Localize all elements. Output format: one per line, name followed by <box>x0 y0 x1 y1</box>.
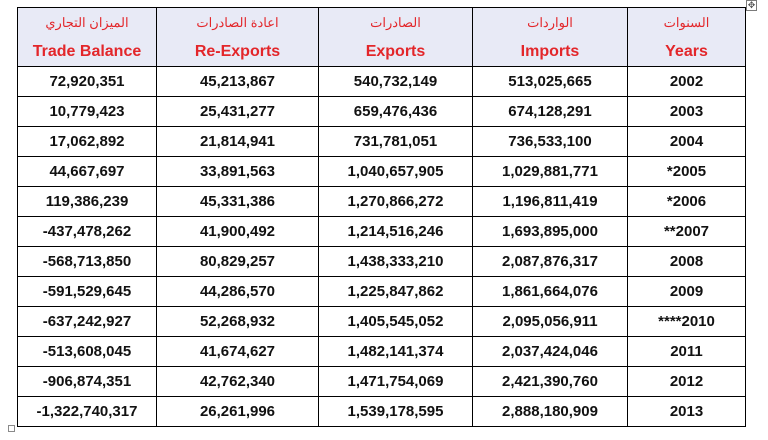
table-resize-handle[interactable] <box>8 425 15 432</box>
imports-cell: 2,087,876,317 <box>473 247 628 277</box>
re-exports-cell: 21,814,941 <box>157 127 319 157</box>
trade-balance-cell: 44,667,697 <box>18 157 157 187</box>
table-row <box>18 97 746 127</box>
table-row <box>18 217 746 247</box>
year-cell: **2007 <box>628 217 746 247</box>
trade-table <box>17 7 746 427</box>
trade-balance-cell: 119,386,239 <box>18 187 157 217</box>
exports-cell: 659,476,436 <box>319 97 473 127</box>
imports-cell: 1,196,811,419 <box>473 187 628 217</box>
trade-balance-cell: -906,874,351 <box>18 367 157 397</box>
imports-cell: 1,861,664,076 <box>473 277 628 307</box>
imports-cell: 1,693,895,000 <box>473 217 628 247</box>
exports-cell: 1,539,178,595 <box>319 397 473 427</box>
trade-balance-cell: -637,242,927 <box>18 307 157 337</box>
table-row <box>18 157 746 187</box>
header-trade-balance-ar: الميزان التجاري <box>18 8 157 38</box>
header-trade-balance: Trade Balance <box>18 37 157 67</box>
imports-cell: 736,533,100 <box>473 127 628 157</box>
header-years: Years <box>628 37 746 67</box>
year-cell: 2013 <box>628 397 746 427</box>
table-row <box>18 247 746 277</box>
exports-cell: 1,438,333,210 <box>319 247 473 277</box>
imports-cell: 1,029,881,771 <box>473 157 628 187</box>
trade-balance-cell: -1,322,740,317 <box>18 397 157 427</box>
imports-cell: 674,128,291 <box>473 97 628 127</box>
year-cell: *2005 <box>628 157 746 187</box>
header-exports: Exports <box>319 37 473 67</box>
trade-balance-cell: -591,529,645 <box>18 277 157 307</box>
header-row-arabic <box>18 8 746 38</box>
re-exports-cell: 45,213,867 <box>157 67 319 97</box>
table-row <box>18 127 746 157</box>
trade-balance-cell: -513,608,045 <box>18 337 157 367</box>
header-years-ar: السنوات <box>628 8 746 38</box>
exports-cell: 731,781,051 <box>319 127 473 157</box>
table-move-handle-icon[interactable]: ✥ <box>747 0 756 10</box>
trade-balance-cell: 10,779,423 <box>18 97 157 127</box>
imports-cell: 2,095,056,911 <box>473 307 628 337</box>
year-cell: 2008 <box>628 247 746 277</box>
table-row <box>18 307 746 337</box>
table-row <box>18 187 746 217</box>
re-exports-cell: 52,268,932 <box>157 307 319 337</box>
exports-cell: 1,471,754,069 <box>319 367 473 397</box>
header-re-exports: Re-Exports <box>157 37 319 67</box>
year-cell: 2002 <box>628 67 746 97</box>
year-cell: 2012 <box>628 367 746 397</box>
table-row <box>18 397 746 427</box>
exports-cell: 1,214,516,246 <box>319 217 473 247</box>
re-exports-cell: 41,674,627 <box>157 337 319 367</box>
table-row <box>18 67 746 97</box>
table-row <box>18 367 746 397</box>
trade-balance-cell: 72,920,351 <box>18 67 157 97</box>
year-cell: 2003 <box>628 97 746 127</box>
year-cell: 2004 <box>628 127 746 157</box>
header-imports: Imports <box>473 37 628 67</box>
year-cell: *2006 <box>628 187 746 217</box>
trade-balance-cell: -437,478,262 <box>18 217 157 247</box>
year-cell: 2009 <box>628 277 746 307</box>
re-exports-cell: 45,331,386 <box>157 187 319 217</box>
imports-cell: 2,037,424,046 <box>473 337 628 367</box>
table-row <box>18 337 746 367</box>
re-exports-cell: 26,261,996 <box>157 397 319 427</box>
re-exports-cell: 80,829,257 <box>157 247 319 277</box>
re-exports-cell: 42,762,340 <box>157 367 319 397</box>
year-cell: 2011 <box>628 337 746 367</box>
header-row-english <box>18 37 746 67</box>
re-exports-cell: 33,891,563 <box>157 157 319 187</box>
exports-cell: 1,040,657,905 <box>319 157 473 187</box>
exports-cell: 1,405,545,052 <box>319 307 473 337</box>
header-re-exports-ar: اعادة الصادرات <box>157 8 319 38</box>
header-imports-ar: الواردات <box>473 8 628 38</box>
table-row <box>18 277 746 307</box>
trade-balance-cell: -568,713,850 <box>18 247 157 277</box>
exports-cell: 1,482,141,374 <box>319 337 473 367</box>
exports-cell: 1,270,866,272 <box>319 187 473 217</box>
trade-balance-cell: 17,062,892 <box>18 127 157 157</box>
year-cell: ****2010 <box>628 307 746 337</box>
exports-cell: 540,732,149 <box>319 67 473 97</box>
re-exports-cell: 41,900,492 <box>157 217 319 247</box>
imports-cell: 513,025,665 <box>473 67 628 97</box>
imports-cell: 2,888,180,909 <box>473 397 628 427</box>
exports-cell: 1,225,847,862 <box>319 277 473 307</box>
re-exports-cell: 25,431,277 <box>157 97 319 127</box>
header-exports-ar: الصادرات <box>319 8 473 38</box>
imports-cell: 2,421,390,760 <box>473 367 628 397</box>
re-exports-cell: 44,286,570 <box>157 277 319 307</box>
